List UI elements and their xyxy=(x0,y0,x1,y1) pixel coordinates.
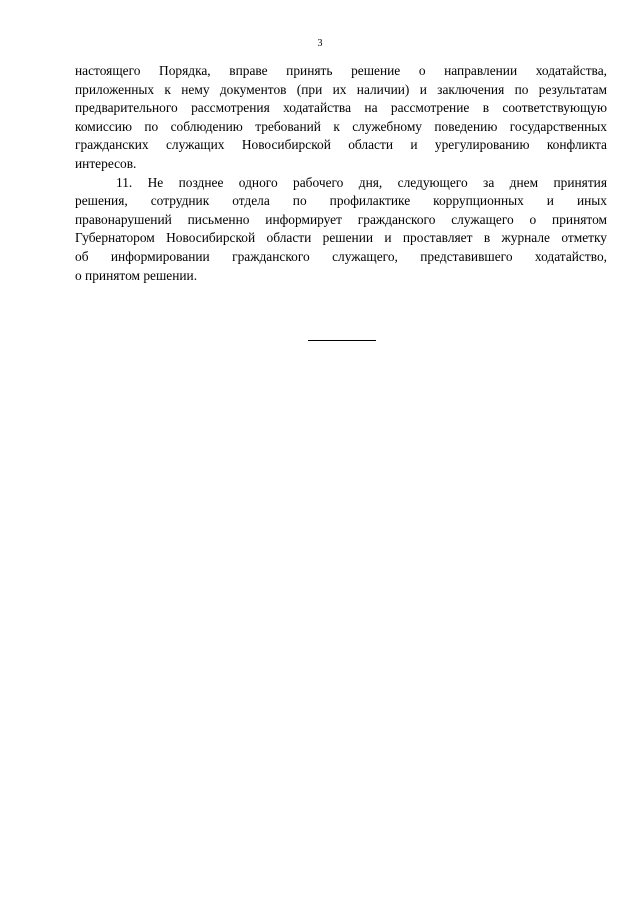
paragraph-continuation xyxy=(75,62,607,174)
document-body xyxy=(75,62,607,285)
text-line: приложенных к нему документов (при их наличии) и заключения по результатам xyxy=(75,81,607,97)
text-line: гражданских служащих Новосибирской области и урегулированию конфликта xyxy=(75,137,607,153)
text-line: о принятом решении. xyxy=(75,267,198,283)
text-line: решения, сотрудник отдела по профилактике коррупционных и иных xyxy=(75,193,607,209)
text-line: Губернатором Новосибирской области решении и проставляет в журнале отметку xyxy=(75,230,607,246)
text-line: об информировании гражданского служащего, представившего ходатайство, xyxy=(75,248,607,264)
text-line: 11. Не позднее одного рабочего дня, следующего за днем принятия xyxy=(116,174,607,190)
end-of-document-separator xyxy=(308,340,376,341)
paragraph-item-11 xyxy=(75,174,607,286)
page-number: 3 xyxy=(317,38,323,49)
text-line: правонарушений письменно информирует гражданского служащего о принятом xyxy=(75,211,607,227)
text-line: настоящего Порядка, вправе принять решение о направлении ходатайства, xyxy=(75,63,607,78)
text-line: предварительного рассмотрения ходатайства на рассмотрение в соответствующую xyxy=(75,100,607,116)
text-line: интересов. xyxy=(75,155,137,171)
text-line: комиссию по соблюдению требований к служебному поведению государственных xyxy=(75,118,607,134)
